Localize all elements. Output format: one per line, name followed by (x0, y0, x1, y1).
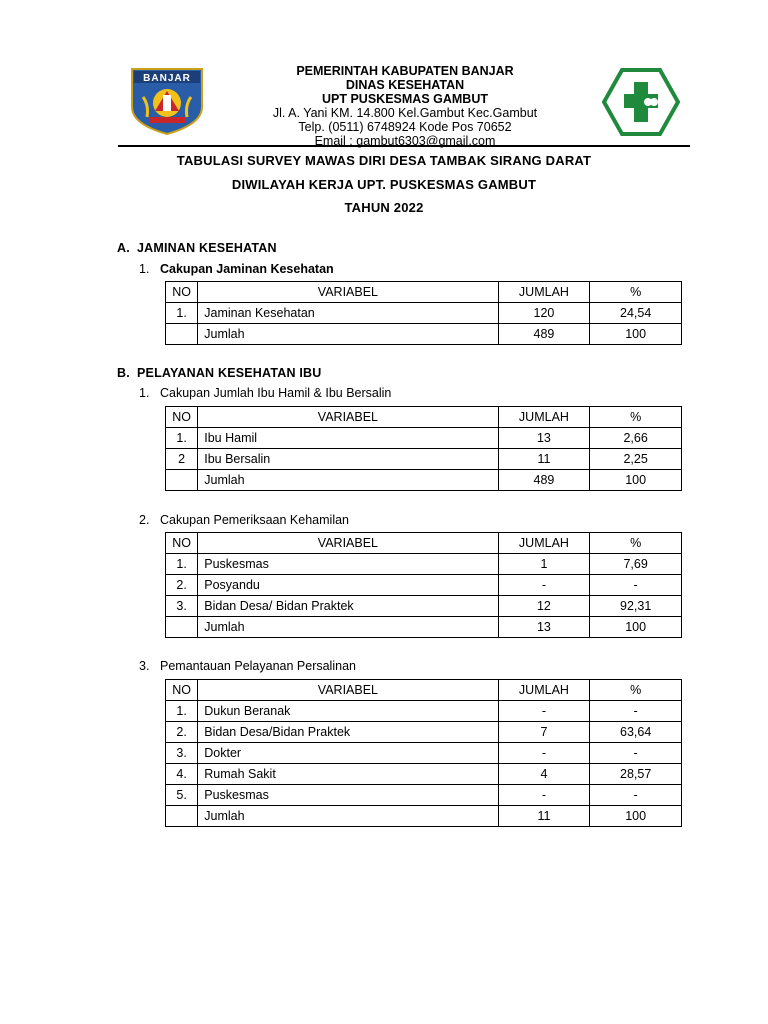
banjar-crest-logo (129, 67, 205, 135)
letterhead-line-3: UPT PUSKESMAS GAMBUT (322, 92, 488, 106)
table-row (166, 785, 682, 806)
cell-no: 1. (166, 428, 198, 449)
header-percent: % (590, 680, 682, 701)
section-title: JAMINAN KESEHATAN (137, 241, 277, 255)
cell-jumlah: 11 (498, 806, 590, 827)
table-row (166, 722, 682, 743)
cell-jumlah: 489 (498, 470, 590, 491)
header-variabel: VARIABEL (198, 407, 498, 428)
data-table (165, 679, 682, 827)
table-row (166, 575, 682, 596)
table-row (166, 617, 682, 638)
table-row (166, 701, 682, 722)
cell-percent: - (590, 785, 682, 806)
cell-variabel: Jaminan Kesehatan (198, 303, 498, 324)
table-header-row (166, 680, 682, 701)
cell-jumlah: - (498, 701, 590, 722)
data-table (165, 281, 682, 345)
cell-jumlah: 11 (498, 449, 590, 470)
cell-percent: 100 (590, 617, 682, 638)
subsection-title: Cakupan Pemeriksaan Kehamilan (160, 513, 349, 527)
table-header-row (166, 282, 682, 303)
letterhead-divider (118, 145, 690, 147)
cell-jumlah: 489 (498, 324, 590, 345)
cell-jumlah: - (498, 575, 590, 596)
cell-jumlah: - (498, 743, 590, 764)
header-no: NO (166, 533, 198, 554)
cell-no: 5. (166, 785, 198, 806)
table-row (166, 470, 682, 491)
table-row (166, 449, 682, 470)
cell-percent: 2,66 (590, 428, 682, 449)
subsection-title: Cakupan Jaminan Kesehatan (160, 262, 334, 276)
cell-no: 1. (166, 303, 198, 324)
table-header-row (166, 407, 682, 428)
cell-percent: - (590, 575, 682, 596)
table-row (166, 743, 682, 764)
cell-jumlah: 4 (498, 764, 590, 785)
letterhead-email: Email : gambut6303@gmail.com (314, 134, 496, 148)
cell-no: 1. (166, 554, 198, 575)
document-title-line-2: DIWILAYAH KERJA UPT. PUSKESMAS GAMBUT (231, 177, 537, 192)
section-heading-b (117, 366, 322, 380)
header-no: NO (166, 680, 198, 701)
svg-text:BANJAR: BANJAR (143, 73, 191, 84)
section-letter: A. (117, 241, 130, 255)
subsection-number: 2. (139, 513, 150, 527)
table-row (166, 303, 682, 324)
table-header-row (166, 533, 682, 554)
header-jumlah: JUMLAH (498, 282, 590, 303)
cell-jumlah: 13 (498, 428, 590, 449)
subsection-number: 1. (139, 386, 150, 400)
cell-percent: 100 (590, 806, 682, 827)
cell-percent: - (590, 743, 682, 764)
table-row (166, 764, 682, 785)
cell-percent: 92,31 (590, 596, 682, 617)
header-jumlah: JUMLAH (498, 533, 590, 554)
header-jumlah: JUMLAH (498, 680, 590, 701)
cell-variabel: Puskesmas (198, 554, 498, 575)
cell-variabel: Jumlah (198, 324, 498, 345)
section-heading-a (117, 241, 277, 255)
cell-no: 2. (166, 575, 198, 596)
puskesmas-logo (602, 68, 680, 136)
subsection-heading (139, 262, 334, 276)
cell-variabel: Dokter (198, 743, 498, 764)
header-percent: % (590, 407, 682, 428)
cell-no: 3. (166, 596, 198, 617)
subsection-title: Cakupan Jumlah Ibu Hamil & Ibu Bersalin (160, 386, 392, 400)
cell-jumlah: 120 (498, 303, 590, 324)
table-row (166, 324, 682, 345)
cell-no: 1. (166, 701, 198, 722)
cell-variabel: Bidan Desa/ Bidan Praktek (198, 596, 498, 617)
cell-jumlah: 12 (498, 596, 590, 617)
cell-percent: 100 (590, 324, 682, 345)
cell-percent: 2,25 (590, 449, 682, 470)
cell-no (166, 617, 198, 638)
letterhead-line-1: PEMERINTAH KABUPATEN BANJAR (296, 64, 514, 78)
section-letter: B. (117, 366, 130, 380)
letterhead-line-2: DINAS KESEHATAN (345, 78, 465, 92)
cell-variabel: Jumlah (198, 617, 498, 638)
cell-no: 4. (166, 764, 198, 785)
cell-variabel: Puskesmas (198, 785, 498, 806)
header-variabel: VARIABEL (198, 533, 498, 554)
cell-no (166, 806, 198, 827)
header-variabel: VARIABEL (198, 680, 498, 701)
cell-jumlah: 13 (498, 617, 590, 638)
subsection-number: 3. (139, 659, 150, 673)
letterhead-address: Jl. A. Yani KM. 14.800 Kel.Gambut Kec.Gambut (272, 106, 538, 120)
table-row (166, 596, 682, 617)
subsection-title: Pemantauan Pelayanan Persalinan (160, 659, 356, 673)
data-table (165, 532, 682, 638)
data-table (165, 406, 682, 491)
section-title: PELAYANAN KESEHATAN IBU (137, 366, 322, 380)
letterhead (215, 64, 595, 148)
header-variabel: VARIABEL (198, 282, 498, 303)
letterhead-phone: Telp. (0511) 6748924 Kode Pos 70652 (298, 120, 512, 134)
cell-no: 3. (166, 743, 198, 764)
cell-no: 2 (166, 449, 198, 470)
cell-percent: 100 (590, 470, 682, 491)
header-percent: % (590, 282, 682, 303)
header-no: NO (166, 282, 198, 303)
cell-no (166, 470, 198, 491)
subsection-heading (139, 513, 349, 527)
header-jumlah: JUMLAH (498, 407, 590, 428)
cell-variabel: Ibu Hamil (198, 428, 498, 449)
subsection-number: 1. (139, 262, 150, 276)
cell-percent: 63,64 (590, 722, 682, 743)
cell-variabel: Jumlah (198, 806, 498, 827)
cell-variabel: Bidan Desa/Bidan Praktek (198, 722, 498, 743)
cell-no (166, 324, 198, 345)
cell-jumlah: 1 (498, 554, 590, 575)
cell-variabel: Posyandu (198, 575, 498, 596)
cell-percent: 24,54 (590, 303, 682, 324)
cell-variabel: Ibu Bersalin (198, 449, 498, 470)
document-title-line-1: TABULASI SURVEY MAWAS DIRI DESA TAMBAK SIRANG DARAT (176, 153, 592, 168)
table-row (166, 806, 682, 827)
cell-variabel: Rumah Sakit (198, 764, 498, 785)
subsection-heading (139, 386, 391, 400)
cell-variabel: Dukun Beranak (198, 701, 498, 722)
document-title-line-3: TAHUN 2022 (344, 200, 424, 215)
table-row (166, 428, 682, 449)
subsection-heading (139, 659, 356, 673)
cell-no: 2. (166, 722, 198, 743)
cell-jumlah: - (498, 785, 590, 806)
cell-percent: 28,57 (590, 764, 682, 785)
header-no: NO (166, 407, 198, 428)
cell-percent: 7,69 (590, 554, 682, 575)
header-percent: % (590, 533, 682, 554)
cell-variabel: Jumlah (198, 470, 498, 491)
table-row (166, 554, 682, 575)
cell-percent: - (590, 701, 682, 722)
cell-jumlah: 7 (498, 722, 590, 743)
